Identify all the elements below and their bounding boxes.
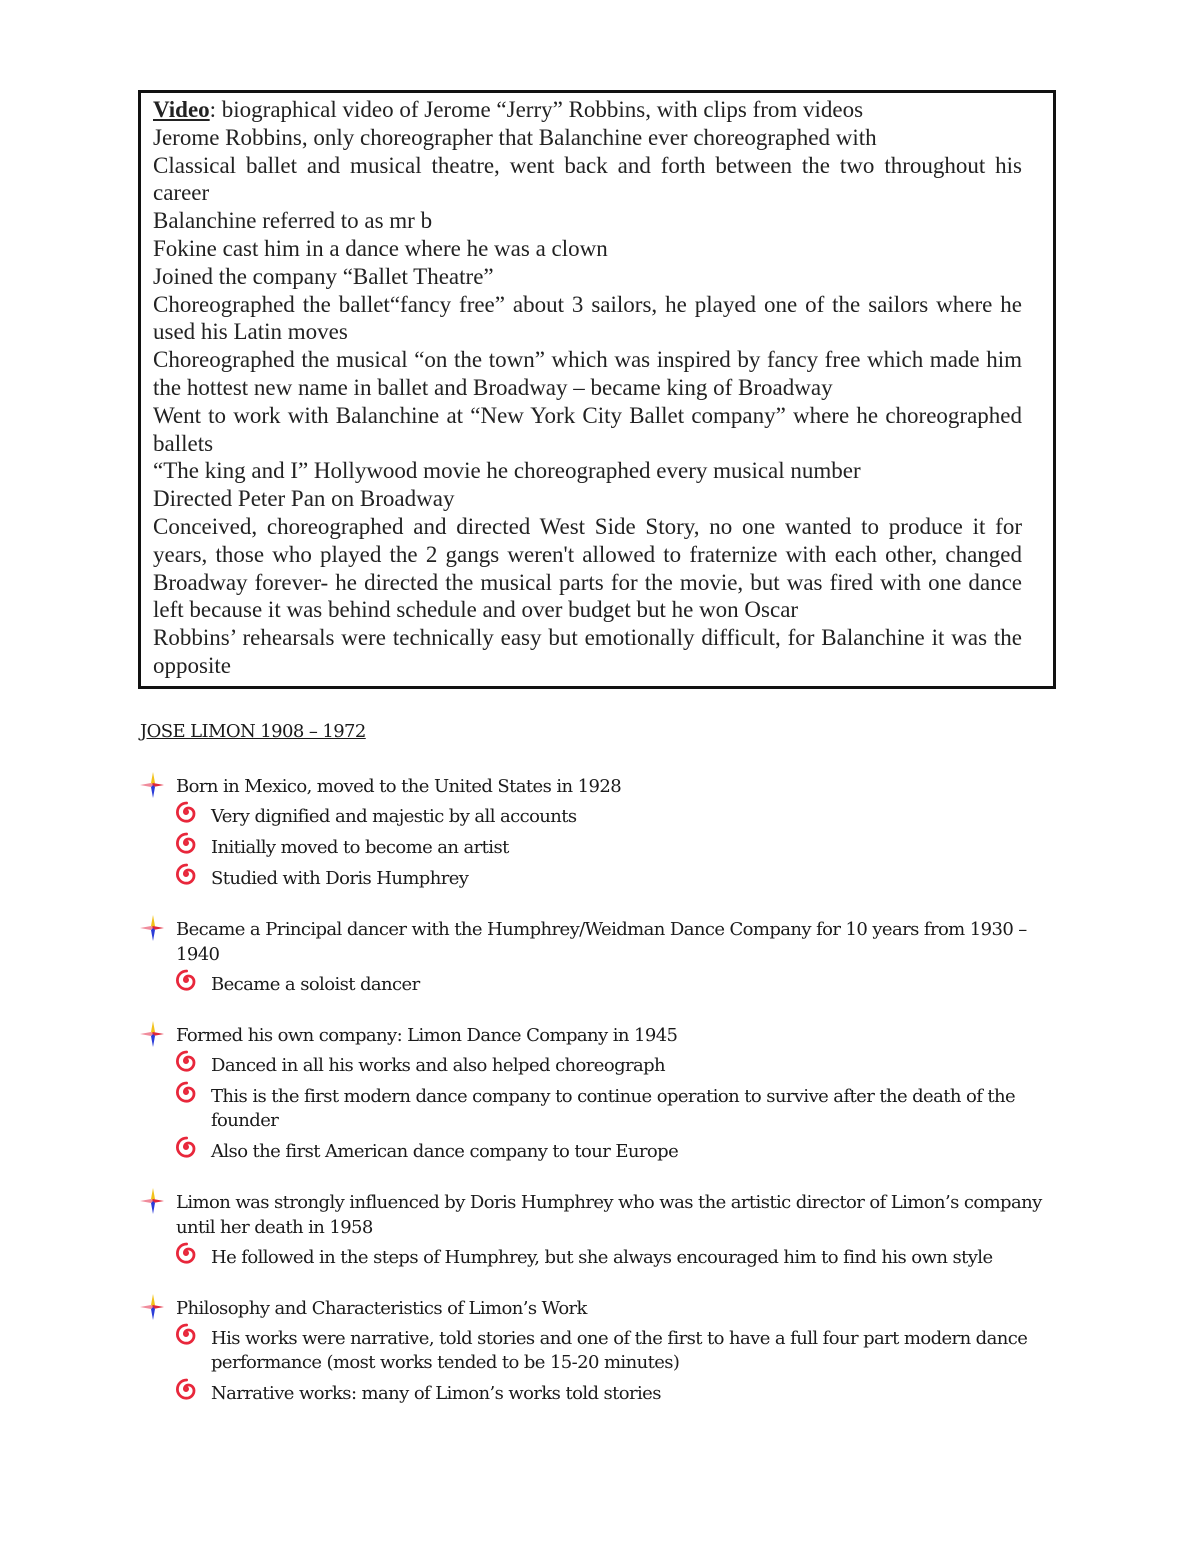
video-note-line: Choreographed the ballet“fancy free” about 3 sailors, he played one of the sailors where he used his Latin moves (153, 291, 1022, 345)
outline-point (140, 1296, 1060, 1406)
spiral-bullet-icon (175, 1140, 211, 1164)
sub-point (175, 836, 1060, 860)
outline-point (140, 917, 1060, 997)
video-note-line: Balanchine referred to as mr b (153, 208, 433, 234)
point-text: Formed his own company: Limon Dance Company in 1945 (176, 1025, 678, 1046)
video-intro-line (153, 96, 1022, 124)
sub-point (175, 1054, 1060, 1078)
spiral-bullet-icon (175, 1327, 211, 1351)
point-row (140, 917, 1060, 967)
sub-point (175, 973, 1060, 997)
sub-point-list (140, 973, 1060, 997)
quad-star-bullet-icon (140, 917, 176, 942)
point-text: Born in Mexico, moved to the United States in 1928 (176, 776, 622, 797)
sub-point-text: Also the first American dance company to tour Europe (211, 1141, 679, 1162)
spiral-bullet-icon (175, 973, 211, 997)
point-row (140, 1190, 1060, 1240)
sub-point (175, 1327, 1060, 1375)
spiral-bullet-icon (175, 1382, 211, 1406)
sub-point-text: He followed in the steps of Humphrey, but she always encouraged him to find his own style (211, 1247, 993, 1268)
video-note-line: Directed Peter Pan on Broadway (153, 486, 455, 512)
sub-point-list (140, 1054, 1060, 1164)
sub-point (175, 1140, 1060, 1164)
bullet-outline (140, 774, 1060, 1432)
sub-point-text: This is the first modern dance company to continue operation to survive after the death of the founder (211, 1086, 1016, 1131)
sub-point-text: Studied with Doris Humphrey (211, 868, 469, 889)
spiral-bullet-icon (175, 1246, 211, 1270)
spiral-bullet-icon (175, 867, 211, 891)
video-label: Video (153, 97, 210, 122)
video-note-line: “The king and I” Hollywood movie he choreographed every musical number (153, 458, 861, 484)
quad-star-bullet-icon (140, 1023, 176, 1048)
point-row (140, 774, 1060, 799)
sub-point-text: Became a soloist dancer (211, 974, 420, 995)
sub-point-text: Narrative works: many of Limon’s works told stories (211, 1383, 661, 1404)
quad-star-bullet-icon (140, 774, 176, 799)
video-note-line: Fokine cast him in a dance where he was a clown (153, 235, 608, 261)
video-note-line: Conceived, choreographed and directed West Side Story, no one wanted to produce it for years, those who played the 2 gangs weren't allowed to fraternize with each other, changed Broadway forever- he directed the musical parts for the movie, but was fired with one dance left because it was behind schedule and over budget but he won Oscar (153, 513, 1022, 623)
video-note-line: Joined the company “Ballet Theatre” (153, 263, 494, 289)
video-intro-text: : biographical video of Jerome “Jerry” Robbins, with clips from videos (209, 97, 864, 122)
video-note-line: Went to work with Balanchine at “New York City Ballet company” where he choreographed ballets (153, 402, 1022, 456)
sub-point-list (140, 1327, 1060, 1406)
sub-point-list (140, 1246, 1060, 1270)
spiral-bullet-icon (175, 1085, 211, 1109)
point-row (140, 1296, 1060, 1321)
sub-point (175, 867, 1060, 891)
sub-point-text: Initially moved to become an artist (211, 837, 509, 858)
video-note-line: Robbins’ rehearsals were technically easy but emotionally difficult, for Balanchine it was the opposite (153, 625, 1022, 678)
quad-star-bullet-icon (140, 1190, 176, 1215)
point-text: Philosophy and Characteristics of Limon’s Work (176, 1298, 587, 1319)
sub-point (175, 805, 1060, 829)
outline-point (140, 774, 1060, 891)
point-text: Limon was strongly influenced by Doris Humphrey who was the artistic director of Limon’s company until her death in 1958 (176, 1192, 1042, 1238)
sub-point (175, 1246, 1060, 1270)
point-text: Became a Principal dancer with the Humphrey/Weidman Dance Company for 10 years from 1930 – 1940 (176, 919, 1027, 965)
video-note-line: Jerome Robbins, only choreographer that Balanchine ever choreographed with (153, 124, 877, 150)
sub-point (175, 1085, 1060, 1133)
video-note-line: Classical ballet and musical theatre, went back and forth between the two throughout his career (153, 152, 1022, 206)
spiral-bullet-icon (175, 805, 211, 829)
point-row (140, 1023, 1060, 1048)
outline-point (140, 1190, 1060, 1270)
section-title: JOSE LIMON 1908 – 1972 (140, 721, 366, 742)
sub-point-text: His works were narrative, told stories and one of the first to have a full four part modern dance performance (most works tended to be 15-20 minutes) (211, 1328, 1028, 1373)
sub-point (175, 1382, 1060, 1406)
sub-point-text: Danced in all his works and also helped choreograph (211, 1055, 666, 1076)
video-note-line: Choreographed the musical “on the town” which was inspired by fancy free which made him the hottest new name in ballet and Broadway – became king of Broadway (153, 347, 1022, 400)
spiral-bullet-icon (175, 1054, 211, 1078)
quad-star-bullet-icon (140, 1296, 176, 1321)
outline-point (140, 1023, 1060, 1164)
video-notes-box (138, 90, 1056, 689)
sub-point-text: Very dignified and majestic by all accounts (211, 806, 577, 827)
sub-point-list (140, 805, 1060, 891)
spiral-bullet-icon (175, 836, 211, 860)
